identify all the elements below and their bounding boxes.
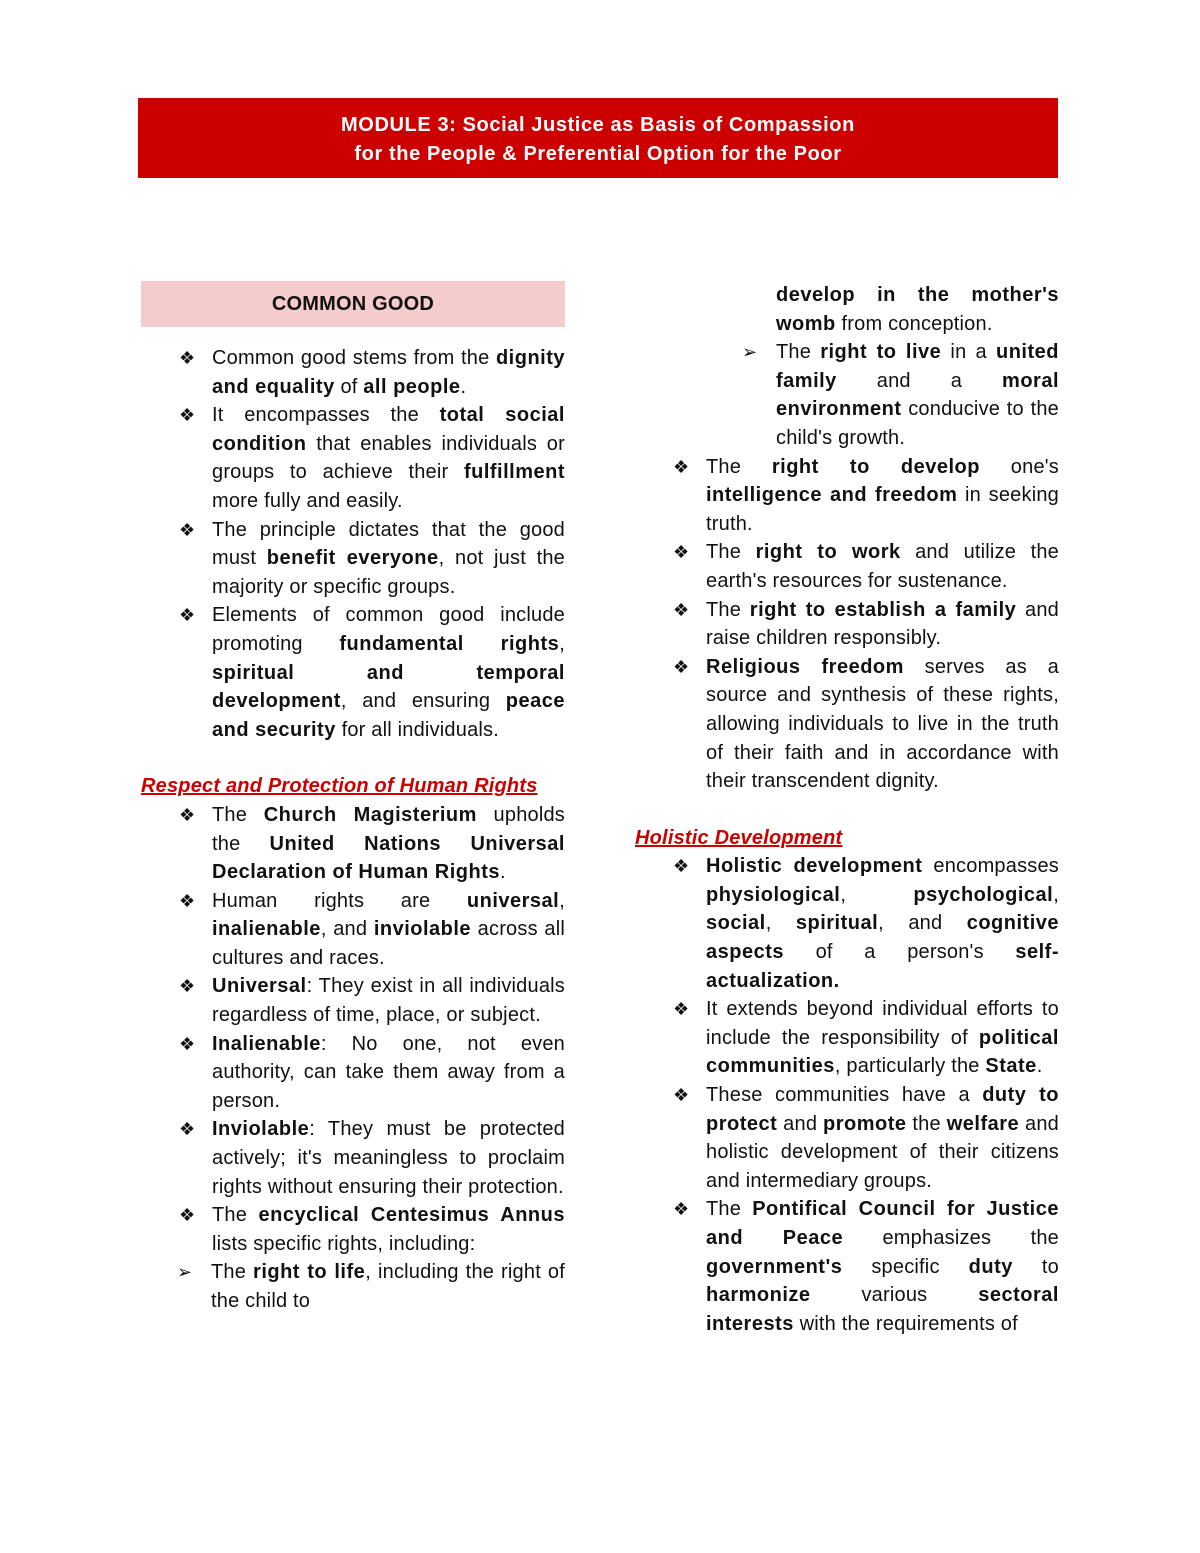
list-item: ❖ These communities have a duty to protect and promote the welfare and holistic development of their citizens and intermediary groups. [635, 1081, 1059, 1195]
diamond-bullet-icon: ❖ [179, 1205, 196, 1226]
module-title-line-1: MODULE 3: Social Justice as Basis of Compassion [341, 114, 855, 136]
diamond-bullet-icon: ❖ [179, 348, 196, 368]
diamond-bullet-icon: ❖ [179, 519, 196, 540]
diamond-bullet-icon: ❖ [673, 999, 690, 1020]
list-item: ❖ Common good stems from the dignity and equality of all people. [141, 344, 565, 401]
diamond-bullet-icon: ❖ [179, 804, 196, 825]
list-item: ❖ It encompasses the total social condition that enables individuals or groups to achieve their fulfillment more fully and easily. [141, 401, 565, 515]
sub-list-item-continued: develop in the mother's womb from conception. [776, 284, 1059, 335]
diamond-bullet-icon: ❖ [179, 1033, 196, 1054]
diamond-bullet-icon: ❖ [673, 656, 690, 677]
list-item: ❖ Holistic development encompasses physiological, psychological, social, spiritual, and cognitive aspects of a person's self-actualization. [635, 852, 1059, 995]
diamond-bullet-icon: ❖ [673, 1085, 690, 1106]
diamond-bullet-icon: ❖ [673, 542, 690, 563]
rights-sublist [141, 1258, 565, 1315]
human-rights-list-continued [635, 453, 1059, 796]
diamond-bullet-icon: ❖ [179, 1119, 196, 1140]
list-item: ❖ The principle dictates that the good must benefit everyone, not just the majority or specific groups. [141, 516, 565, 602]
arrowhead-bullet-icon: ➢ [177, 1262, 193, 1283]
common-good-list [141, 344, 565, 744]
list-item: ❖ The right to develop one's intelligence and freedom in seeking truth. [635, 453, 1059, 539]
right-column [635, 281, 1059, 1338]
list-item: ❖ Elements of common good include promoting fundamental rights, spiritual and temporal development, and ensuring peace and security for all individuals. [141, 601, 565, 744]
diamond-bullet-icon: ❖ [179, 976, 196, 997]
holistic-development-heading: Holistic Development [635, 826, 843, 849]
left-column [141, 281, 565, 1316]
list-item: ❖ The right to work and utilize the earth's resources for sustenance. [635, 538, 1059, 595]
module-title-line-2: for the People & Preferential Option for the Poor [354, 143, 842, 165]
diamond-bullet-icon: ❖ [179, 405, 196, 426]
common-good-title: COMMON GOOD [271, 292, 435, 315]
list-item: ❖ Human rights are universal, inalienable, and inviolable across all cultures and races. [141, 887, 565, 973]
list-item: ❖ Religious freedom serves as a source and synthesis of these rights, allowing individuals to live in the truth of their faith and in accordance with their transcendent dignity. [635, 653, 1059, 796]
list-item: ❖ The encyclical Centesimus Annus lists specific rights, including: ➢ The right to life, including the right of the child to [141, 1201, 565, 1315]
sub-list-item: ➢ The right to life, including the right of the child to [141, 1258, 565, 1315]
human-rights-heading: Respect and Protection of Human Rights [141, 775, 538, 798]
list-item: ❖ Inalienable: No one, not even authority, can take them away from a person. [141, 1030, 565, 1116]
human-rights-list [141, 801, 565, 1316]
list-item: ❖ Inviolable: They must be protected actively; it's meaningless to proclaim rights without ensuring their protection. [141, 1115, 565, 1201]
list-item: ❖ The right to establish a family and raise children responsibly. [635, 596, 1059, 653]
list-item: ❖ The Church Magisterium upholds the United Nations Universal Declaration of Human Rights. [141, 801, 565, 887]
list-item: ❖ The Pontifical Council for Justice and Peace emphasizes the government's specific duty to harmonize various sectoral interests with the requirements of [635, 1195, 1059, 1338]
diamond-bullet-icon: ❖ [179, 605, 196, 626]
arrowhead-bullet-icon: ➢ [742, 342, 758, 363]
module-title-banner [138, 98, 1058, 178]
diamond-bullet-icon: ❖ [673, 456, 690, 477]
holistic-development-list [635, 852, 1059, 1338]
diamond-bullet-icon: ❖ [179, 890, 196, 911]
diamond-bullet-icon: ❖ [673, 1199, 690, 1220]
list-item: ❖ It extends beyond individual efforts to include the responsibility of political communities, particularly the State. [635, 995, 1059, 1081]
diamond-bullet-icon: ❖ [673, 856, 690, 877]
sub-list-item: ➢ The right to live in a united family and a moral environment conducive to the child's growth. [635, 338, 1059, 452]
list-item: ❖ Universal: They exist in all individuals regardless of time, place, or subject. [141, 972, 565, 1029]
common-good-heading [141, 281, 565, 327]
diamond-bullet-icon: ❖ [673, 599, 690, 620]
